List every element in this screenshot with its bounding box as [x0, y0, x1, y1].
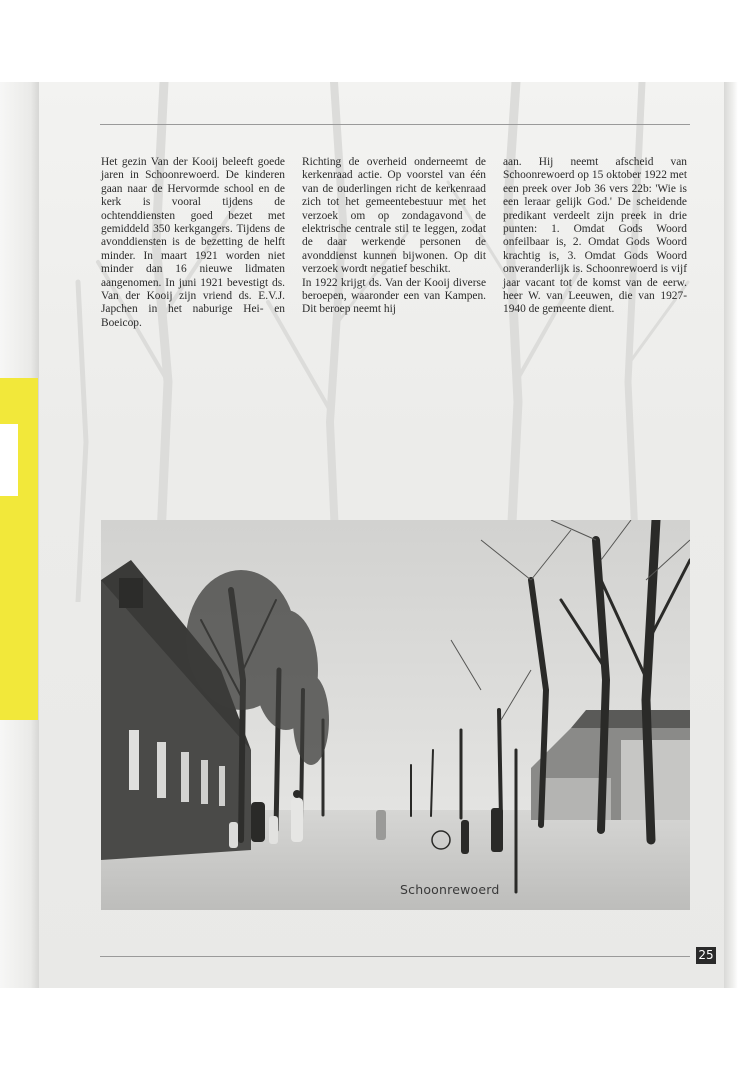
- bottom-rule: [100, 956, 690, 957]
- book-right-edge: [724, 82, 738, 988]
- column-1-paragraph: Het gezin Van der Kooij beleeft goede jaren in Schoonrewoerd. De kinderen gaan naar de Hervormde school en de kerk is vooral tijdens de ochtenddiensten goed bezet met gemiddeld 350 kerkgangers. Tijdens de avonddiensten is de bezetting de helft minder. In maart 1921 worden niet minder dan 16 nieuwe lidmaten aangenomen. In juni 1921 bevestigt ds. Van der Kooij zijn vriend ds. E.V.J. Japchen in het naburige Hei- en Boeicop.: [101, 156, 285, 329]
- top-rule: [100, 124, 690, 125]
- yellow-bar-notch: [0, 424, 18, 496]
- photo-caption: Schoonrewoerd: [400, 882, 500, 897]
- column-2-paragraph-1: Richting de overheid onderneemt de kerkenraad actie. Op voorstel van één van de ouderlingen richt de kerkenraad zich tot het gemeentebestuur met het verzoek om op zondagavond de elektrische centrale stil te leggen, zodat de daar werkende personen de avonddienst kunnen bijwonen. Op dit verzoek wordt negatief beschikt.: [302, 156, 486, 276]
- text-column-3: [503, 156, 687, 317]
- column-3-paragraph: aan. Hij neemt afscheid van Schoonrewoerd op 15 oktober 1922 met een preek over Job 36 vers 22b: 'Wie is een leraar gelijk God.' De scheidende predikant verdeelt zijn preek in drie punten: 1. Omdat Gods Woord onfeilbaar is, 2. Omdat Gods Woord krachtig is, 3. Omdat Gods Woord onveranderlijk is. Schoonrewoerd is vijf jaar vacant tot de komst van de eerw. heer W. van Leeuwen, die van 1927-1940 de gemeente dient.: [503, 156, 687, 316]
- page-number: 25: [696, 947, 716, 964]
- text-column-1: [101, 156, 285, 330]
- historic-street-photo: [101, 520, 690, 910]
- text-column-2: [302, 156, 486, 317]
- column-2-paragraph-2: In 1922 krijgt ds. Van der Kooij diverse beroepen, waaronder een van Kampen. Dit beroep neemt hij: [302, 276, 486, 316]
